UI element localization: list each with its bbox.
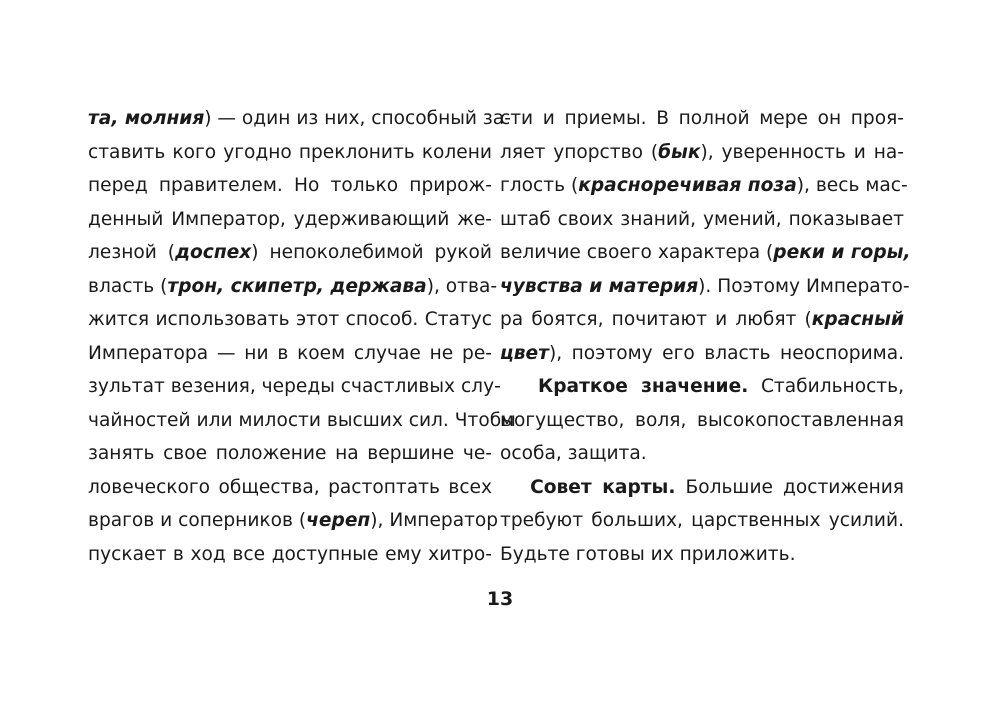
keyword: бык [658, 141, 701, 163]
text-span: ), уверенность и на- [700, 141, 904, 163]
text-span: ) непоколебимой рукой [251, 242, 492, 263]
text-span: занять свое положение на вершине че- [88, 443, 492, 464]
text-line [88, 236, 492, 270]
text-line [500, 203, 904, 237]
text-line [88, 102, 511, 136]
text-span: требуют больших, царственных усилий. [500, 510, 904, 531]
text-span: пускает в ход все доступные ему хитро- [88, 543, 492, 565]
text-span: чайностей или милости высших сил. Чтобы [88, 409, 516, 431]
text-span: денный Император, удерживающий же- [88, 208, 492, 230]
text-span: Императора — ни в коем случае не ре- [88, 342, 492, 364]
keyword: череп [306, 510, 371, 531]
text-span: ра боятся, почитают и любят ( [500, 309, 812, 330]
text-line [500, 169, 908, 203]
text-line [88, 404, 516, 438]
text-span: лезной ( [88, 242, 176, 263]
text-line [500, 471, 904, 505]
text-span: могущество, воля, высокопоставленная [500, 409, 904, 431]
right-column [500, 102, 911, 571]
text-line [88, 303, 492, 337]
keyword: трон, скипетр, держава [167, 275, 427, 297]
text-span: штаб своих знаний, умений, показывает [500, 208, 904, 230]
text-line [88, 337, 492, 371]
text-line [500, 504, 904, 538]
card-advice-section [500, 471, 904, 572]
text-span: власть ( [88, 275, 168, 297]
text-line [88, 504, 499, 538]
page-number: 13 [486, 588, 514, 610]
keyword: реки и горы, [773, 242, 911, 263]
text-span: Стабильность, [748, 376, 905, 397]
text-span: жится использовать этот способ. Статус [88, 309, 492, 330]
text-span: зультат везения, череды счастливых слу- [88, 376, 501, 397]
text-line [88, 270, 498, 304]
text-line [88, 370, 501, 404]
text-line [500, 404, 904, 438]
card-advice-heading: Совет карты. [530, 476, 676, 498]
keyword: красный [811, 309, 904, 330]
text-line [88, 471, 492, 505]
text-span: ), отва- [426, 275, 498, 297]
keyword: та, молния [88, 108, 205, 129]
keyword: цвет [500, 342, 549, 364]
text-span: ляет упорство ( [500, 141, 659, 163]
text-span: Большие достижения [675, 476, 904, 498]
text-line [500, 270, 910, 304]
text-line [500, 102, 904, 136]
text-line [500, 437, 904, 471]
text-span: ставить кого угодно преклонить колени [88, 141, 492, 163]
keyword: чувства и материя [500, 275, 699, 297]
paragraph-continuation [500, 102, 911, 370]
text-span: ), Император [370, 510, 499, 531]
text-line [500, 303, 904, 337]
text-span: особа, защита. [500, 443, 647, 464]
text-line [500, 538, 904, 572]
text-span: Будьте готовы их приложить. [500, 543, 796, 565]
text-span: ловеческого общества, растоптать всех [88, 476, 492, 498]
text-span: ) — один из них, способный за- [204, 108, 511, 129]
left-column [88, 102, 516, 571]
text-span: ), поэтому его власть неоспорима. [548, 342, 904, 364]
text-line [88, 437, 492, 471]
text-line [88, 203, 492, 237]
text-span: перед правителем. Но только прирож- [88, 175, 492, 196]
text-line [88, 136, 492, 170]
text-line [88, 538, 492, 572]
text-line [500, 136, 904, 170]
text-line [88, 169, 492, 203]
text-line [500, 370, 904, 404]
text-span: глость ( [500, 175, 579, 196]
keyword: красноречивая поза [578, 175, 797, 196]
text-span: величие своего характера ( [500, 242, 774, 263]
keyword: доспех [175, 242, 252, 263]
text-span: сти и приемы. В полной мере он проя- [500, 108, 904, 129]
text-span: ), весь мас- [796, 175, 908, 196]
short-meaning-section [500, 370, 904, 471]
short-meaning-heading: Краткое значение. [538, 376, 749, 397]
text-line [500, 236, 911, 270]
text-line [500, 337, 904, 371]
text-span: врагов и соперников ( [88, 510, 307, 531]
text-span: ). Поэтому Императо- [698, 275, 910, 297]
